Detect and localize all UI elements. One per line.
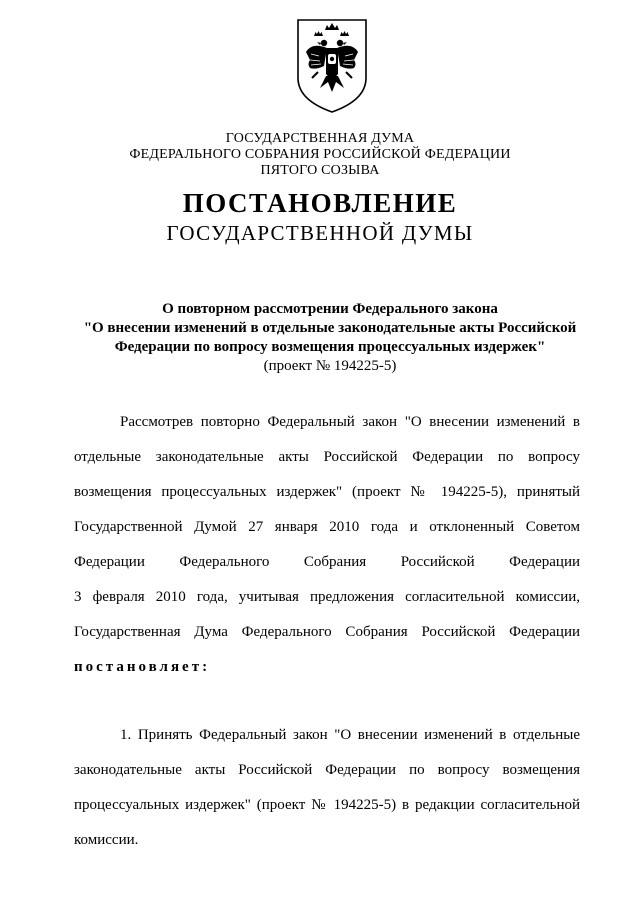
paragraph-2-line: 1. Принять Федеральный закон "О внесении изменений в отдельные <box>120 727 580 743</box>
caption-project-number: (проект № 194225-5) <box>263 358 397 374</box>
paragraph-2-line: процессуальных издержек" (проект № 194225-5) в редакции согласительной <box>74 797 580 813</box>
caption-line-3: Федерации по вопросу возмещения процессуальных издержек" <box>114 339 546 355</box>
header-line-2: ФЕДЕРАЛЬНОГО СОБРАНИЯ РОССИЙСКОЙ ФЕДЕРАЦИИ <box>129 147 511 162</box>
caption-line-2: "О внесении изменений в отдельные законодательные акты Российской <box>83 320 577 336</box>
paragraph-1-line: 3 февраля 2010 года, учитывая предложения согласительной комиссии, <box>74 589 580 605</box>
paragraph-1-line: Федерации Федерального Собрания Российской Федерации <box>74 554 580 570</box>
caption-line-1: О повторном рассмотрении Федерального закона <box>162 301 498 317</box>
paragraph-1-line: отдельные законодательные акты Российской Федерации по вопросу <box>74 449 580 465</box>
paragraph-2-line: законодательные акты Российской Федерации по вопросу возмещения <box>74 762 580 778</box>
paragraph-1-line: возмещения процессуальных издержек" (проект № 194225-5), принятый <box>74 484 580 500</box>
document-title: ПОСТАНОВЛЕНИЕ <box>182 188 458 218</box>
issuer-header <box>0 131 640 179</box>
header-line-1: ГОСУДАРСТВЕННАЯ ДУМА <box>225 131 415 146</box>
document-caption <box>40 300 620 376</box>
paragraph-1-line: Государственная Дума Федерального Собрания Российской Федерации <box>74 624 580 640</box>
paragraph-2-line: комиссии. <box>74 832 139 848</box>
body-paragraph-2 <box>74 718 580 858</box>
header-line-3: ПЯТОГО СОЗЫВА <box>260 163 380 178</box>
resolves-keyword: постановляет: <box>74 659 211 675</box>
document-subtitle: ГОСУДАРСТВЕННОЙ ДУМЫ <box>166 221 474 245</box>
body-paragraph-1 <box>74 405 580 685</box>
paragraph-1-line: Государственной Думой 27 января 2010 года и отклоненный Советом <box>74 519 580 535</box>
paragraph-1-line: Рассмотрев повторно Федеральный закон "О внесении изменений в <box>120 414 580 430</box>
russian-coat-of-arms-emblem <box>294 16 370 114</box>
